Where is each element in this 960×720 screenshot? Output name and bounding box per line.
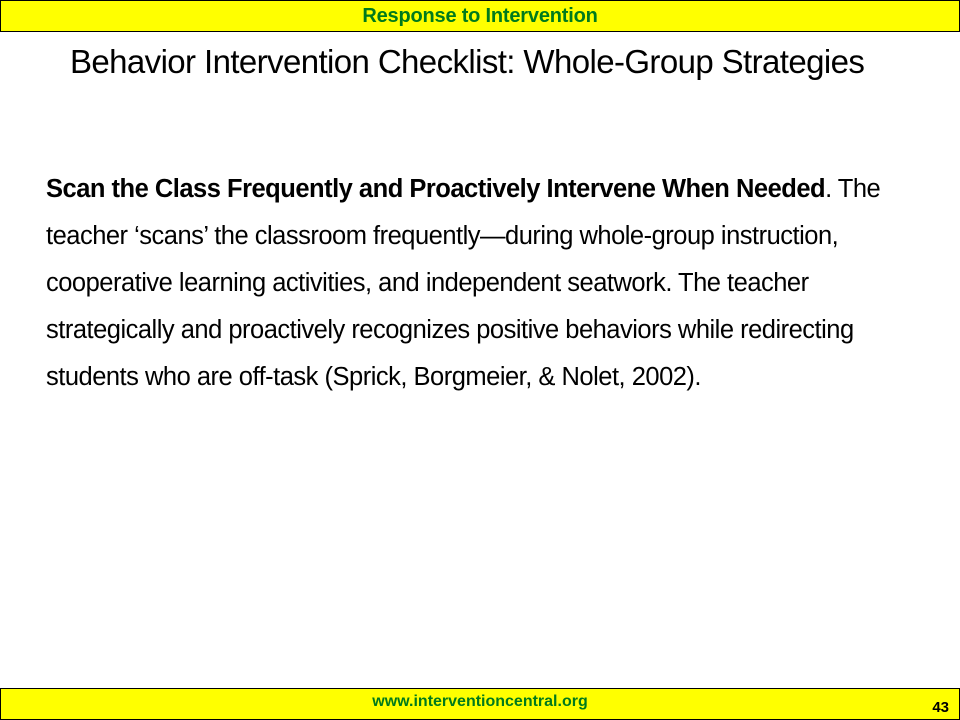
slide-title: Behavior Intervention Checklist: Whole-Group Strategies (70, 43, 865, 80)
body-main-text: . The teacher ‘scans’ the classroom frequently—during whole-group instruction, cooperative learning activities, and independent seatwork. The teacher strategically and proactively recognizes positive behaviors while redirecting students who are off-task (Sprick, Borgmeier, & Nolet, 2002). (46, 175, 881, 391)
page-number: 43 (932, 699, 949, 716)
body-lead-text: Scan the Class Frequently and Proactively Intervene When Needed (46, 175, 826, 203)
footer-url[interactable]: www.interventioncentral.org (372, 693, 588, 710)
header-banner (0, 0, 960, 32)
slide-body (46, 166, 924, 401)
footer-banner (0, 688, 960, 720)
header-banner-text: Response to Intervention (362, 4, 598, 27)
